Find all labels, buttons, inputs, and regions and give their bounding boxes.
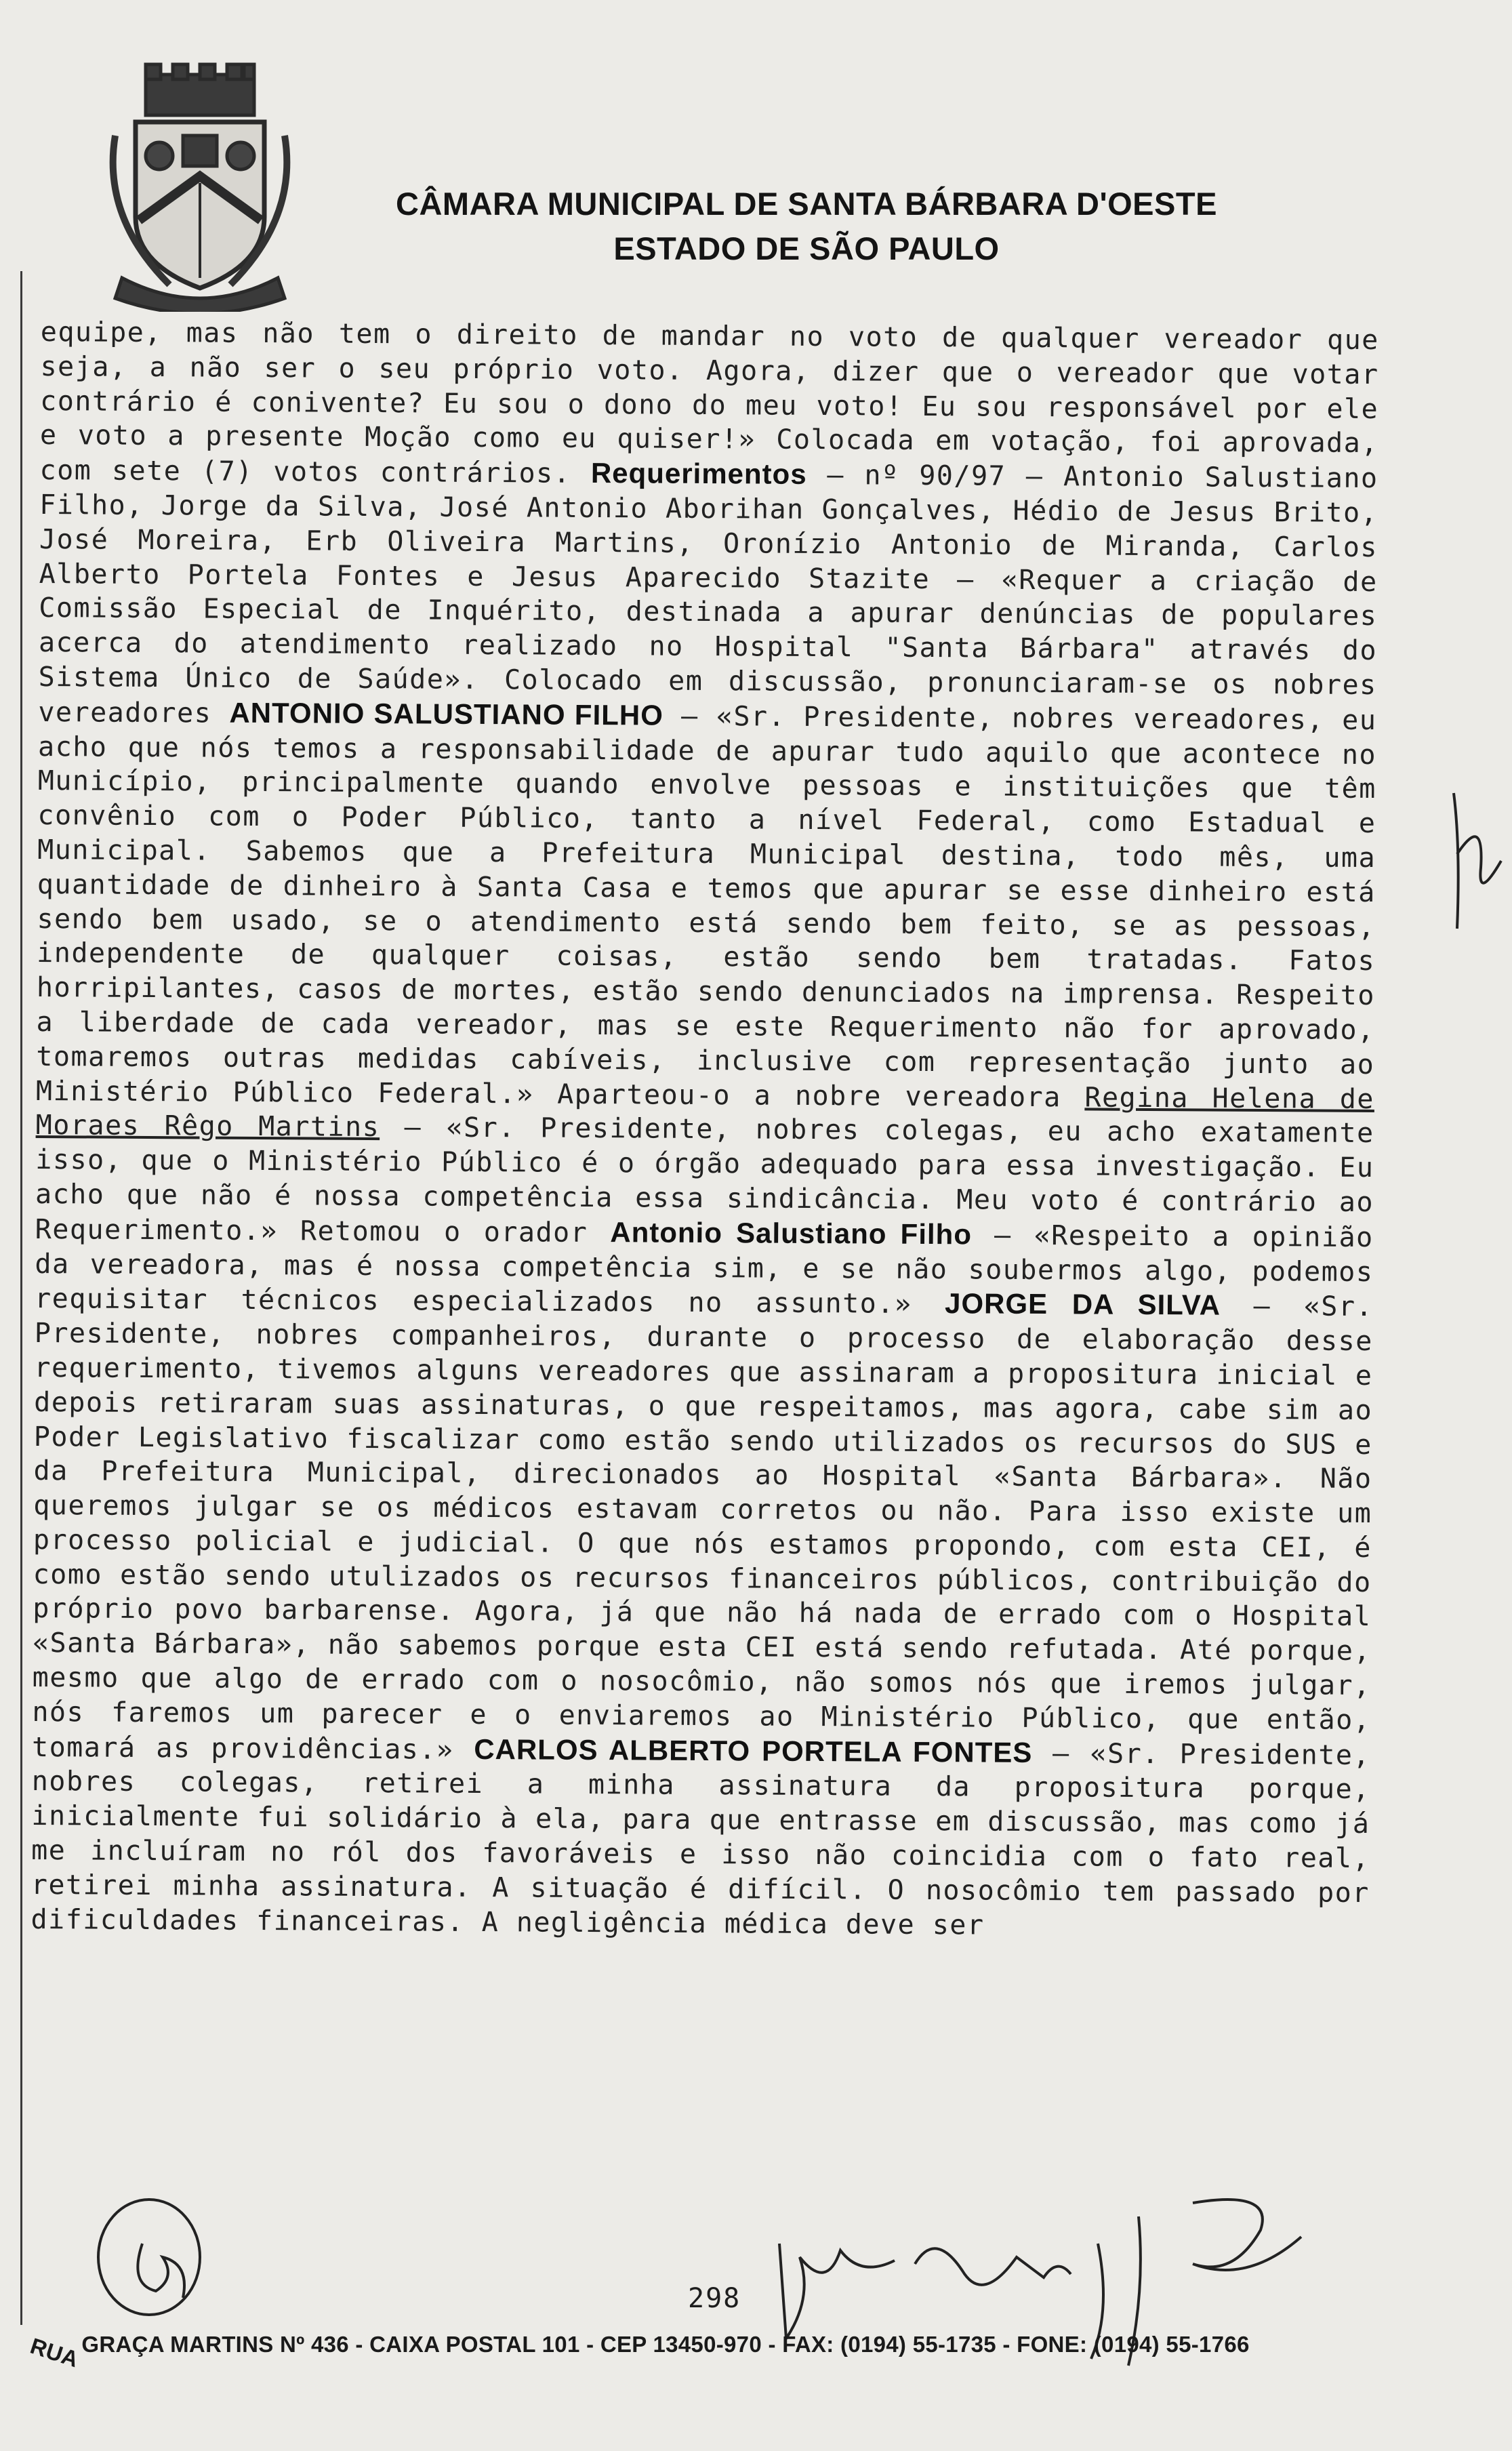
margin-initials-signature [1444, 773, 1508, 935]
text-segment: – «Sr. Presidente, nobres colegas, retirei a minha assinatura da propositura porque, inicialmente fui solidário à ela, para que entrasse em discussão, mas como já me incluíram no ról dos favoráveis e isso não coincidia com o fato real, retirei minha assinatura. A situação é difícil. O nosocômio tem passado por dificuldades financeiras. A negligência médica deve ser [30, 1737, 1371, 1941]
speaker-name-underlined: Regina Helena de Moraes Rêgo Martins [35, 1081, 1375, 1143]
address-line: GRAÇA MARTINS Nº 436 - CAIXA POSTAL 101 - CEP 13450-970 - FAX: (0194) 55-1735 - FONE: (0194) 55-1766 [81, 2332, 1250, 2357]
rubric-signature-circle [81, 2183, 217, 2318]
page-number: 298 [688, 2283, 741, 2314]
text-segment: – nº 90/97 – Antonio Salustiano Filho, Jorge da Silva, José Antonio Aborihan Gonçalves, Hédio de Jesus Brito, José Moreira, Erb Oliveira Martins, Oronízio Antonio de Miranda, Carlos Alberto Portela Fontes e Jesus Aparecido Stazite – «Requer a criação de Comissão Especial de Inquérito, destinada a apurar denúncias de populares acerca do atendimento realizado no Hospital "Santa Bárbara" através do Sistema Único de Saúde». Colocado em discussão, pronunciaram-se os nobres vereadores [38, 460, 1378, 729]
speaker-name: CARLOS ALBERTO PORTELA FONTES [474, 1733, 1033, 1768]
text-segment: equipe, mas não tem o direito de mandar no voto de qualquer vereador que seja, a não ser o seu próprio voto. Agora, dizer que o vereador que votar contrário é conivente? Eu sou o dono do meu voto! Eu sou responsável por ele e voto a presente Moção como eu quiser!» Colocada em votação, foi aprovada, com sete (7) votos contrários. [39, 316, 1379, 490]
speaker-name: ANTONIO SALUSTIANO FILHO [229, 696, 664, 731]
street-prefix: RUA [27, 2332, 82, 2372]
speaker-name: JORGE DA SILVA [944, 1287, 1221, 1321]
section-heading: Requerimentos [590, 457, 807, 491]
text-segment: – «Sr. Presidente, nobres vereadores, eu acho que nós temos a responsabilidade de apurar tudo aquilo que acontece no Município, principalmente quando envolve pessoas e instituições que têm convênio com o Poder Público, tanto a nível Federal, como Estadual e Municipal. Sabemos que a Prefeitura Municipal destina, todo mês, uma quantidade de dinheiro à Santa Casa e temos que apurar se esse dinheiro está sendo bem usado, se o atendimento está sendo bem feito, se as pessoas, independente de qualquer coisas, estão sendo bem tratadas. Fatos horripilantes, casos de mortes, estão sendo denunciados na imprensa. Respeito a liberdade de cada vereador, mas se este Requerimento não for aprovado, tomaremos outras medidas cabíveis, inclusive com representação junto ao Ministério Público Federal.» Aparteou-o a nobre vereadora [35, 700, 1377, 1113]
address-footer [27, 2332, 1498, 2372]
minutes-body [30, 315, 1379, 1945]
text-segment: – «Sr. Presidente, nobres colegas, eu acho exatamente isso, que o Ministério Público é o órgão adequado para essa investigação. Eu acho que não é nossa competência essa sindicância. Meu voto é contrário ao Requerimento.» Retomou o orador [35, 1112, 1374, 1249]
speaker-name: Antonio Salustiano Filho [610, 1215, 973, 1251]
minutes-paragraph [30, 315, 1379, 1945]
institution-name: CÂMARA MUNICIPAL DE SANTA BÁRBARA D'OESTE [396, 186, 1217, 222]
margin-rule [20, 271, 22, 2325]
text-segment: – «Respeito a opinião da vereadora, mas é nossa competência sim, e se não soubermos algo, podemos requisitar técnicos especializados no assunto.» [34, 1219, 1374, 1320]
text-segment: – «Sr. Presidente, nobres companheiros, durante o processo de elaboração desse requerimento, tivemos alguns vereadores que assinaram a propositura inicial e depois retiraram suas assinaturas, o que respeitamos, mas agora, cabe sim ao Poder Legislativo fiscalizar como estão sendo utilizados os recursos do SUS e da Prefeitura Municipal, direcionados ao Hospital «Santa Bárbara». Não queremos julgar se os médicos estavam corretos ou não. Para isso existe um processo policial e judicial. O que nós estamos propondo, com esta CEI, é como estão sendo utulizados os recursos financeiros públicos, contribuição do próprio povo barbarense. Agora, já que não há nada de errado com o Hospital «Santa Bárbara», não sabemos porque esta CEI está sendo refutada. Até porque, mesmo que algo de errado com o nosocômio, não somos nós que iremos julgar, nós faremos um parecer e o enviaremos ao Ministério Público, que então, tomará as providências.» [31, 1290, 1374, 1766]
state-name: ESTADO DE SÃO PAULO [613, 230, 1000, 266]
letterhead [352, 182, 1261, 271]
municipal-coat-of-arms-icon [88, 61, 312, 312]
